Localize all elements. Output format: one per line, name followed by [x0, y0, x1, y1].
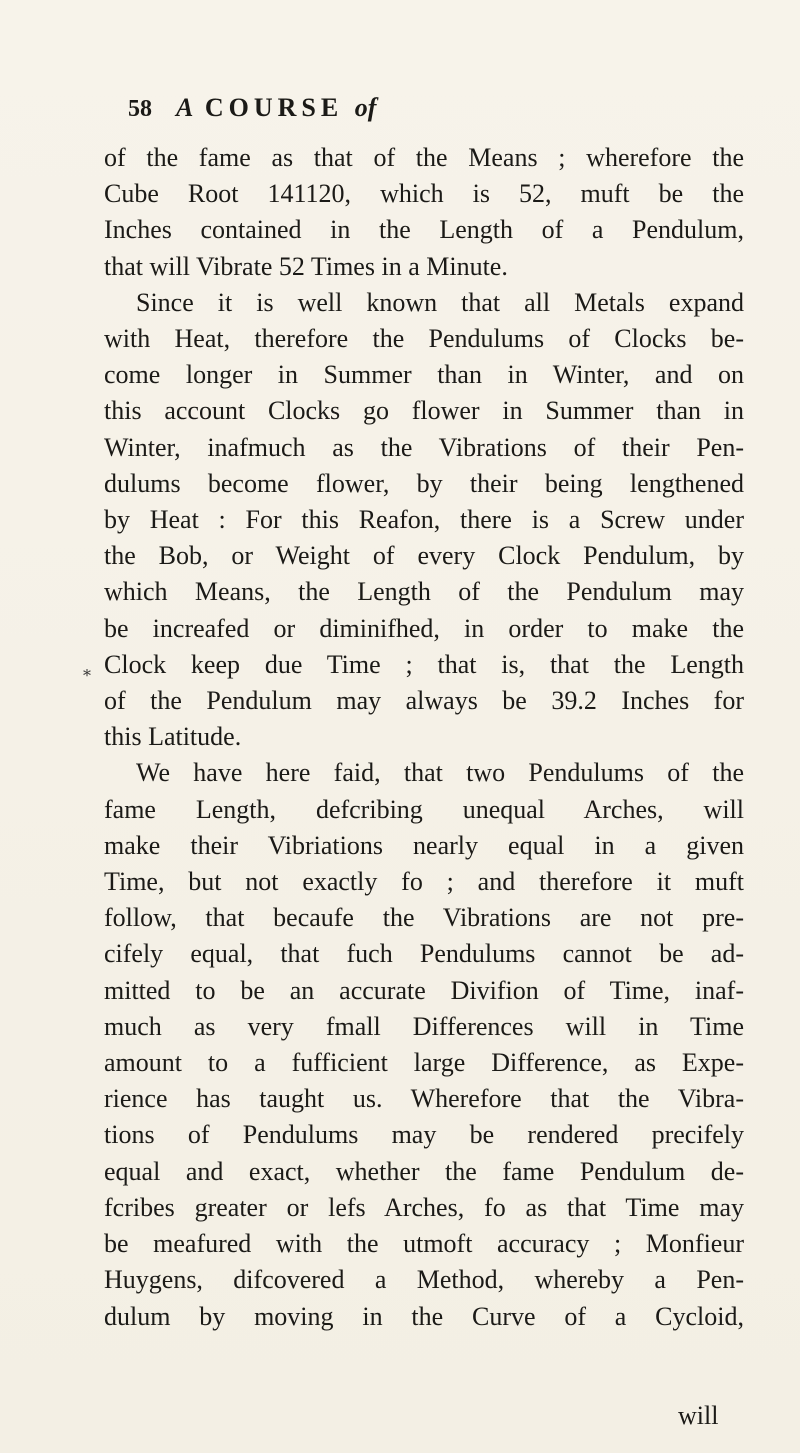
text-line: that will Vibrate 52 Times in a Minute. [104, 251, 508, 281]
text-line: by Heat : For this Reafon, there is a Screw under [104, 505, 744, 535]
text-line: this account Clocks go flower in Summer than in [104, 396, 744, 426]
text-line: of the fame as that of the Means ; wherefore the [104, 143, 744, 172]
text-line: much as very fmall Differences will in Time [104, 1011, 744, 1041]
text-line: this Latitude. [104, 722, 242, 752]
text-line: be increafed or diminifhed, in order to make the [104, 613, 744, 643]
text-line: Huygens, difcovered a Method, whereby a Pen- [104, 1265, 744, 1295]
catchword: will [678, 1401, 719, 1430]
text-line: the Bob, or Weight of every Clock Pendulum, by [104, 541, 744, 571]
body-text [104, 140, 744, 1335]
text-line: tions of Pendulums may be rendered precifely [104, 1120, 744, 1150]
text-line: Since it is well known that all Metals expand [136, 287, 744, 317]
text-line: dulums become flower, by their being lengthened [104, 468, 744, 498]
text-line: Clock keep due Time ; that is, that the Length [104, 649, 744, 679]
text-line: cifely equal, that fuch Pendulums cannot be ad- [104, 939, 744, 969]
running-title-suffix: of [354, 93, 377, 122]
text-line: follow, that becaufe the Vibrations are not pre- [104, 903, 744, 933]
text-line: Cube Root 141120, which is 52, muft be the [104, 179, 744, 209]
text-line: which Means, the Length of the Pendulum may [104, 577, 744, 607]
running-title [176, 93, 376, 123]
page-number: 58 [128, 96, 152, 122]
running-title-prefix: A [176, 93, 194, 122]
text-line: fcribes greater or lefs Arches, fo as that Time may [104, 1192, 744, 1222]
text-line: with Heat, therefore the Pendulums of Clocks be- [104, 324, 744, 354]
text-line: We have here faid, that two Pendulums of the [136, 758, 744, 788]
text-line: amount to a fufficient large Difference, as Expe- [104, 1048, 744, 1078]
text-line: be meafured with the utmoft accuracy ; Monfieur [104, 1229, 744, 1259]
text-line: of the Pendulum may always be 39.2 Inches for [104, 686, 744, 716]
text-line: equal and exact, whether the fame Pendulum de- [104, 1156, 744, 1186]
text-line: Inches contained in the Length of a Pendulum, [104, 215, 744, 245]
text-line: Winter, inafmuch as the Vibrations of their Pen- [104, 432, 744, 462]
text-line: fame Length, defcribing unequal Arches, will [104, 794, 744, 824]
margin-mark: * [83, 666, 91, 685]
text-line: rience has taught us. Wherefore that the Vibra- [104, 1084, 744, 1114]
text-line: make their Vibriations nearly equal in a given [104, 830, 744, 860]
text-line: dulum by moving in the Curve of a Cycloid, [104, 1301, 744, 1331]
text-line: Time, but not exactly fo ; and therefore it muft [104, 867, 744, 897]
running-title-main: COURSE [204, 93, 344, 122]
running-header [128, 93, 688, 129]
text-line: mitted to be an accurate Divifion of Time, inaf- [104, 975, 744, 1005]
text-line: come longer in Summer than in Winter, and on [104, 360, 744, 390]
